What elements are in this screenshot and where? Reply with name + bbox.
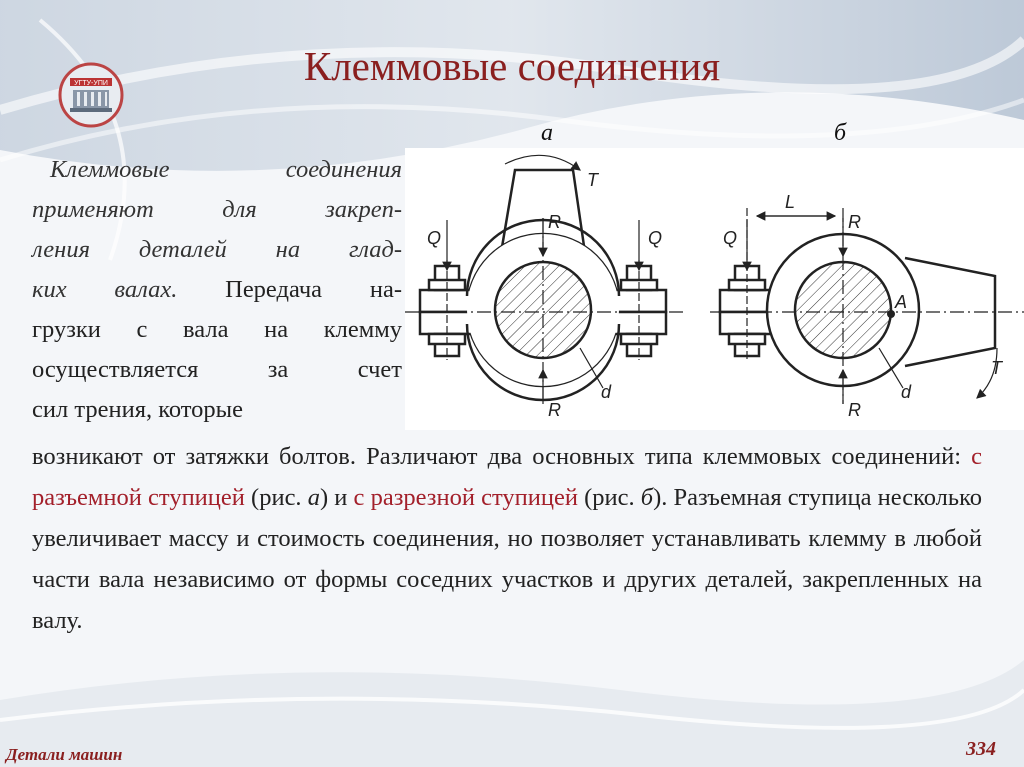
svg-text:Q: Q	[648, 228, 663, 248]
svg-text:d: d	[901, 382, 912, 402]
text-line: ления деталей на глад-	[32, 236, 402, 263]
svg-text:T: T	[587, 170, 598, 190]
highlight-slit-hub: с разрезной ступицей	[353, 484, 578, 511]
svg-text:Q: Q	[427, 228, 442, 248]
page-number: 334	[966, 738, 996, 760]
footer-course-title: Детали машин	[6, 745, 123, 764]
text-fragment: (рис.	[244, 484, 308, 511]
svg-text:L: L	[785, 192, 796, 212]
text-fragment: ). Разъемная ступица несколько увеличивает массу и стоимость соединения, но позволяет устанавливать клемму в любой части вала независимо от формы соседних участков и других деталей, закрепленных на валу.	[32, 484, 982, 634]
figure-label-b: б	[834, 120, 847, 146]
body-paragraph	[32, 436, 982, 641]
svg-text:R: R	[848, 400, 861, 420]
figure-label-a: а	[541, 120, 553, 146]
svg-text:R: R	[848, 212, 861, 232]
text-line	[32, 270, 402, 310]
clamp-joint-drawing	[405, 148, 1024, 430]
text-fragment: (рис.	[577, 484, 641, 511]
svg-text:Q: Q	[723, 228, 738, 248]
text-line: осуществляется за счет	[32, 356, 402, 383]
svg-text:УГТУ-УПИ: УГТУ-УПИ	[74, 80, 108, 87]
svg-text:A: A	[895, 292, 908, 312]
text-line: грузки с вала на клемму	[32, 316, 402, 343]
highlight-split-hub: с разъемной ступицей	[32, 443, 982, 511]
text-line: сил трения, которые	[32, 396, 244, 423]
text-fragment: возникают от затяжки болтов. Различают два основных типа клеммовых соединений:	[32, 443, 972, 470]
text-fragment: ких валах.	[32, 276, 178, 303]
svg-text:d: d	[601, 382, 612, 402]
text-fragment: ) и	[319, 484, 354, 511]
intro-paragraph	[32, 150, 402, 430]
text-fragment: Передача на-	[177, 276, 402, 303]
svg-text:R: R	[548, 212, 561, 232]
fig-ref-a: а	[307, 484, 320, 511]
drawing-b	[720, 234, 995, 386]
slide-title: Клеммовые соединения	[303, 43, 721, 89]
text-line: Клеммовые соединения	[50, 156, 402, 183]
text-line: применяют для закреп-	[32, 196, 402, 223]
fig-ref-b: б	[640, 484, 654, 511]
svg-text:T: T	[991, 358, 1002, 378]
svg-text:R: R	[548, 400, 561, 420]
